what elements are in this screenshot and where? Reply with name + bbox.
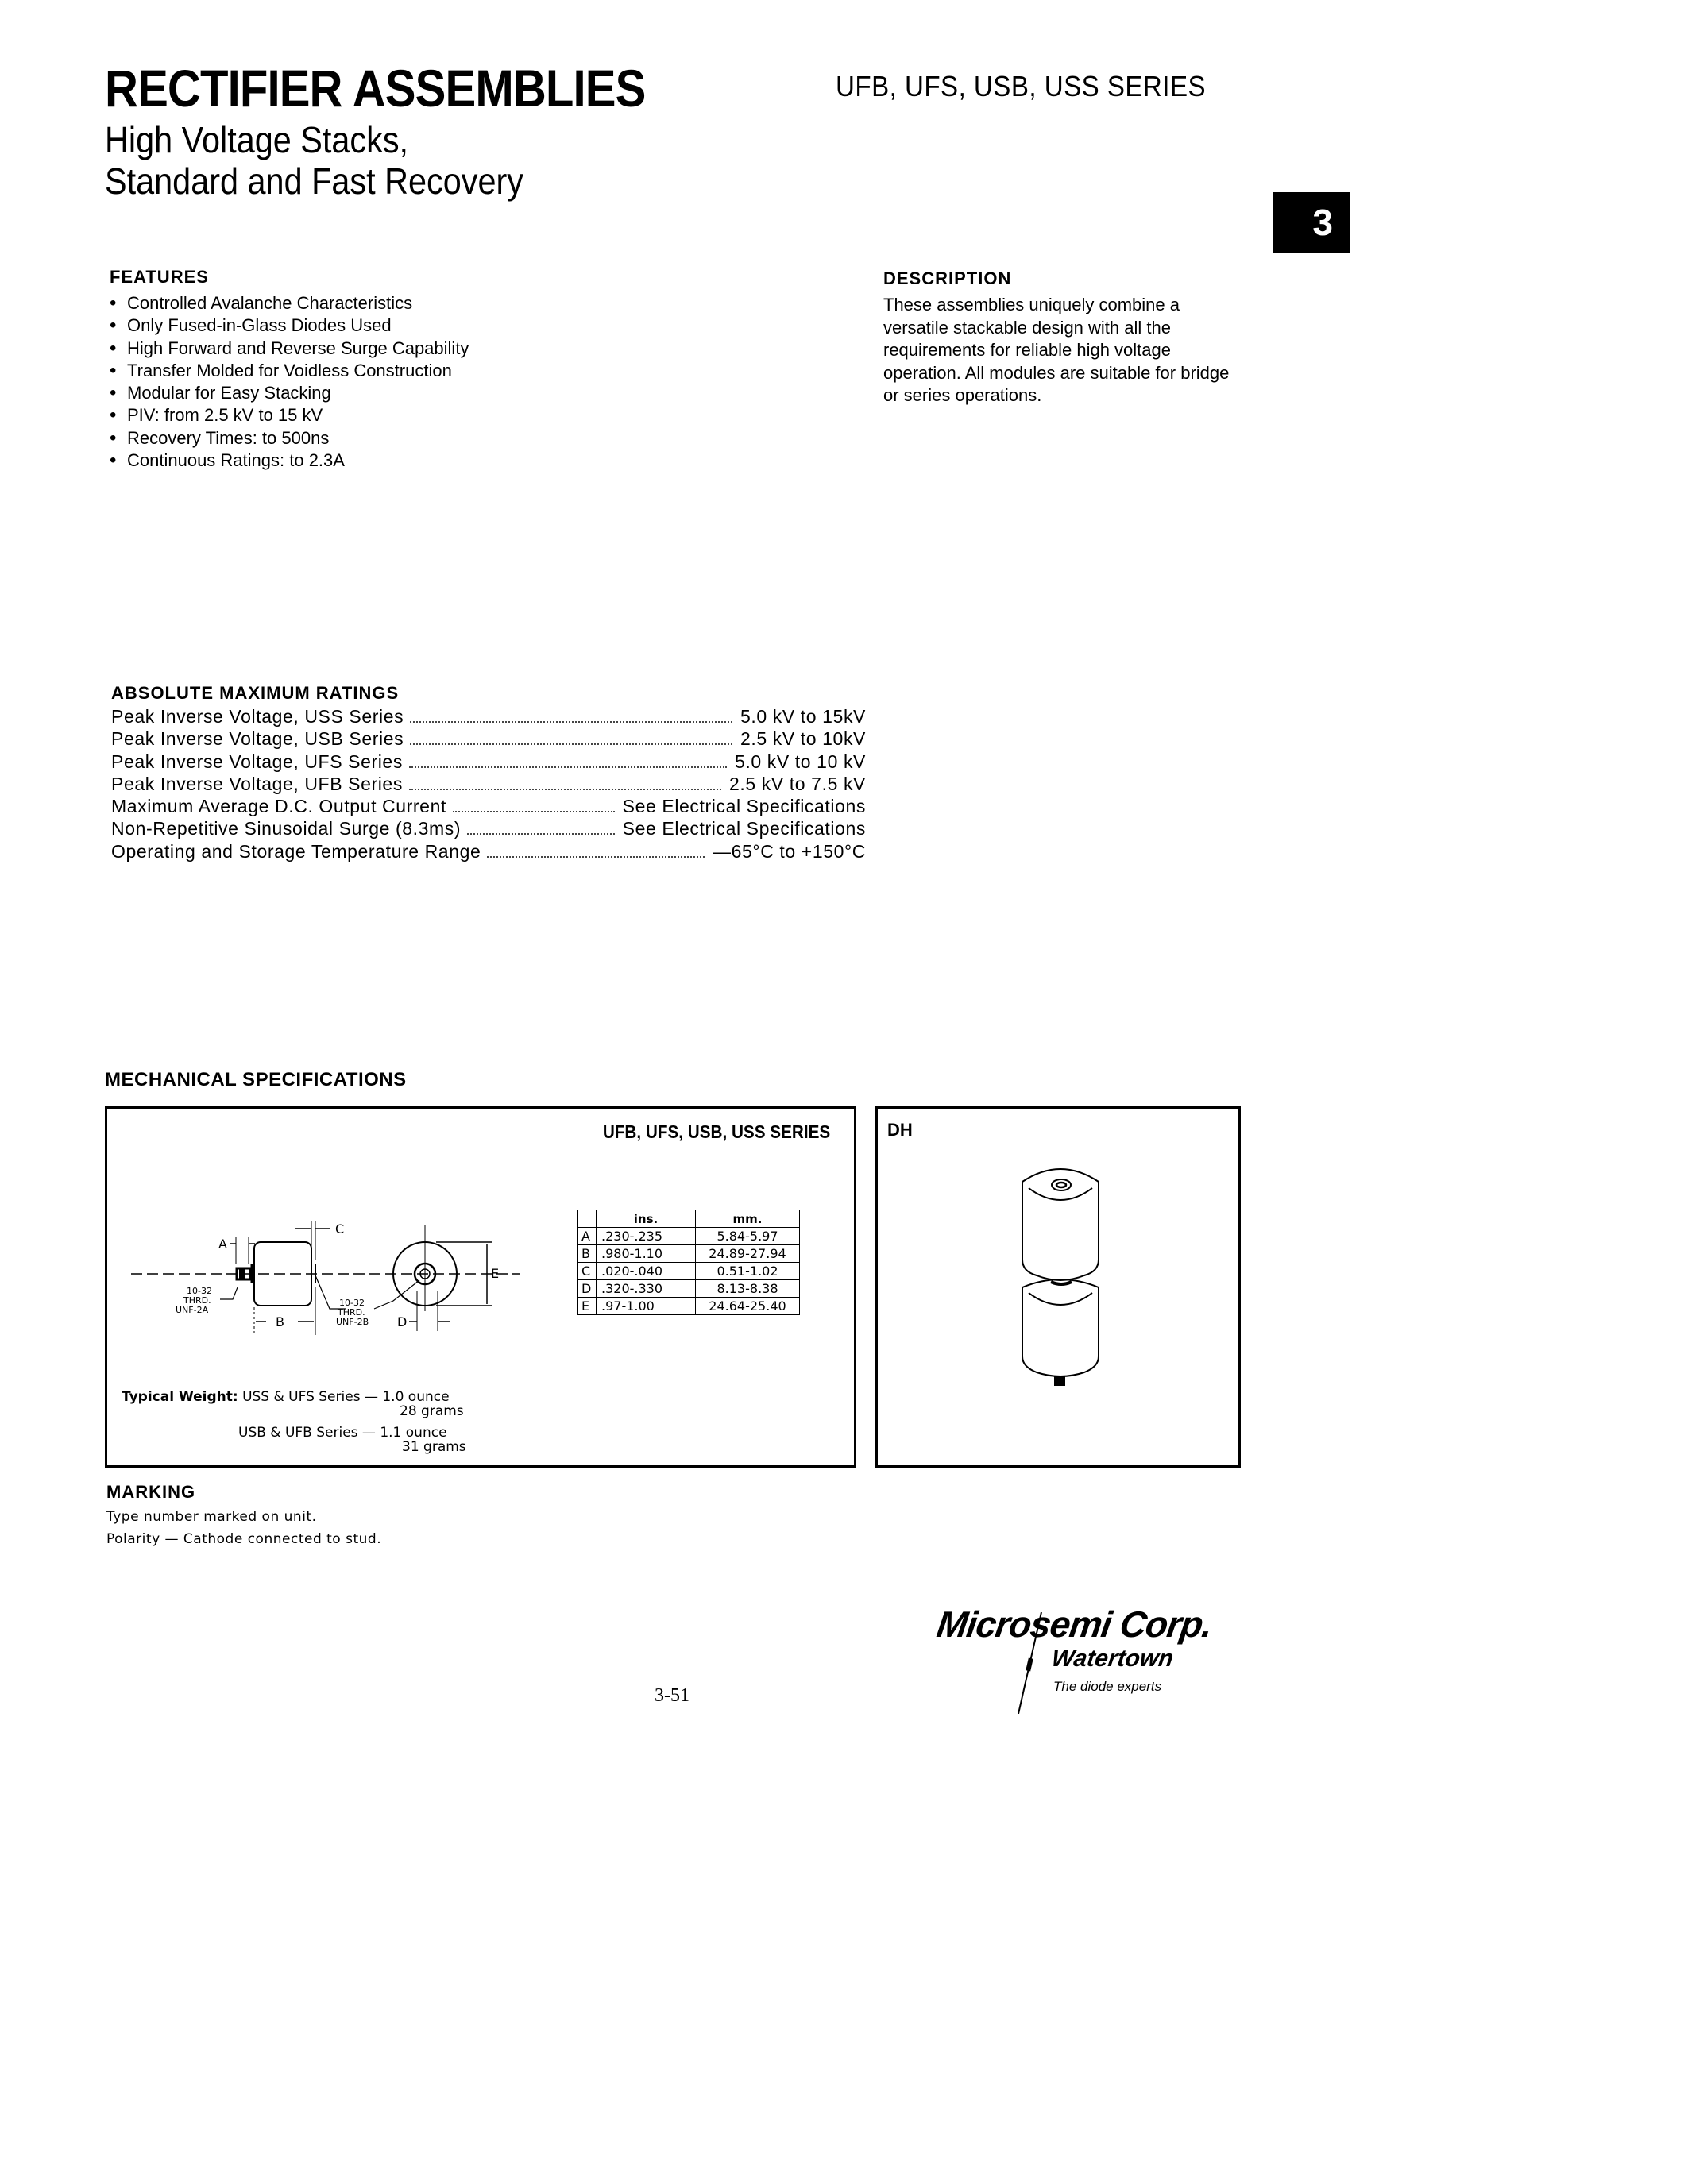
features-section: [110, 267, 666, 472]
rating-row: [111, 705, 866, 727]
mechanical-heading: MECHANICAL SPECIFICATIONS: [105, 1069, 407, 1090]
dim-mm: 0.51-1.02: [696, 1263, 800, 1280]
stud-thread-text: 10-32: [187, 1286, 212, 1296]
logo-city: Watertown: [1049, 1646, 1176, 1672]
leader-dots: [410, 743, 732, 745]
weight-line-1: [122, 1389, 450, 1405]
weight-grams-1: 28 grams: [400, 1403, 464, 1419]
marking-heading: MARKING: [106, 1482, 196, 1502]
dim-key: D: [578, 1280, 597, 1298]
dim-key: C: [578, 1263, 597, 1280]
feature-item: • Only Fused-in-Glass Diodes Used: [110, 314, 666, 337]
table-header: mm.: [696, 1210, 800, 1228]
table-row: [578, 1228, 800, 1245]
dim-label-b: B: [276, 1314, 284, 1329]
section-tab: [1273, 192, 1350, 253]
page-number: 3-51: [655, 1685, 689, 1706]
dim-mm: 24.89-27.94: [696, 1245, 800, 1263]
table-header: ins.: [597, 1210, 696, 1228]
hole-thread-text: UNF-2B: [336, 1317, 369, 1327]
dim-inches: .020-.040: [597, 1263, 696, 1280]
weight-grams-2: 31 grams: [402, 1439, 466, 1455]
weight-label: Typical Weight:: [122, 1389, 238, 1405]
subtitle-line-2: Standard and Fast Recovery: [105, 160, 523, 202]
dim-inches: .230-.235: [597, 1228, 696, 1245]
dim-label-a: A: [218, 1237, 227, 1252]
feature-item: • Recovery Times: to 500ns: [110, 427, 666, 450]
outline-drawing-icon: [107, 1188, 552, 1355]
rating-value: See Electrical Specifications: [622, 818, 866, 839]
rating-value: 5.0 kV to 15kV: [740, 706, 866, 727]
feature-item: • Controlled Avalanche Characteristics: [110, 292, 666, 314]
dim-label-d: D: [397, 1314, 408, 1329]
section-number: 3: [1312, 202, 1333, 243]
description-heading: DESCRIPTION: [883, 268, 1012, 288]
table-row: [578, 1280, 800, 1298]
rating-label: Peak Inverse Voltage, UFB Series: [111, 773, 403, 794]
rating-label: Operating and Storage Temperature Range: [111, 840, 481, 862]
rating-value: 5.0 kV to 10 kV: [735, 751, 866, 772]
features-heading: FEATURES: [110, 267, 209, 287]
dim-key: B: [578, 1245, 597, 1263]
marking-section: [106, 1482, 381, 1550]
marking-line-1: Type number marked on unit.: [106, 1509, 317, 1525]
rating-row: [111, 773, 866, 795]
stacked-rectifier-icon: [878, 1109, 1243, 1470]
table-header-row: [578, 1210, 800, 1228]
page-title: RECTIFIER ASSEMBLIES: [105, 59, 646, 118]
rating-row: [111, 795, 866, 817]
ratings-heading: ABSOLUTE MAXIMUM RATINGS: [111, 683, 400, 703]
rating-row: [111, 751, 866, 773]
dim-inches: .97-1.00: [597, 1298, 696, 1315]
dim-key: A: [578, 1228, 597, 1245]
dim-label-c: C: [335, 1221, 345, 1237]
hole-thread-text: THRD.: [338, 1307, 365, 1318]
leader-dots: [487, 856, 705, 858]
feature-item: • PIV: from 2.5 kV to 15 kV: [110, 404, 666, 426]
feature-item: • Modular for Easy Stacking: [110, 382, 666, 404]
page-subtitle: [105, 119, 523, 202]
leader-dots: [453, 811, 615, 812]
rating-label: Peak Inverse Voltage, UFS Series: [111, 751, 403, 772]
dim-inches: .320-.330: [597, 1280, 696, 1298]
leader-dots: [467, 833, 615, 835]
weight-line-2: USB & UFB Series — 1.1 ounce: [238, 1425, 447, 1441]
leader-dots: [409, 789, 721, 790]
package-label: DH: [887, 1120, 913, 1140]
dim-mm: 5.84-5.97: [696, 1228, 800, 1245]
logo-tagline: The diode experts: [1053, 1679, 1162, 1694]
stud-thread-text: UNF-2A: [176, 1305, 209, 1315]
rating-row: [111, 817, 866, 839]
dimension-table: [577, 1210, 800, 1315]
leader-dots: [409, 766, 727, 768]
dim-inches: .980-1.10: [597, 1245, 696, 1263]
hole-thread-text: 10-32: [339, 1298, 365, 1308]
table-row: [578, 1263, 800, 1280]
rating-value: 2.5 kV to 7.5 kV: [729, 773, 866, 794]
dim-key: E: [578, 1298, 597, 1315]
stud-thread-text: THRD.: [183, 1295, 211, 1306]
rating-label: Non-Repetitive Sinusoidal Surge (8.3ms): [111, 818, 462, 839]
leader-dots: [410, 721, 732, 723]
logo-brand: Microsemi Corp.: [934, 1603, 1215, 1645]
rating-row: [111, 727, 866, 750]
rating-value: 2.5 kV to 10kV: [740, 728, 866, 750]
dim-mm: 8.13-8.38: [696, 1280, 800, 1298]
company-logo: [934, 1603, 1271, 1698]
mechanical-drawing-box: [105, 1106, 856, 1468]
weight-value: USS & UFS Series — 1.0 ounce: [242, 1389, 450, 1405]
table-header: [578, 1210, 597, 1228]
box-series-title: UFB, UFS, USB, USS SERIES: [602, 1121, 830, 1142]
rating-label: Peak Inverse Voltage, USS Series: [111, 706, 404, 727]
dim-label-e: E: [491, 1266, 500, 1281]
description-text: These assemblies uniquely combine a versatile stackable design with all the requirements for reliable high voltage operation. All modules are suitable for bridge or series operations.: [883, 295, 1230, 405]
feature-item: • Continuous Ratings: to 2.3A: [110, 450, 666, 472]
package-illustration-box: [875, 1106, 1241, 1468]
rating-value: See Electrical Specifications: [622, 796, 866, 817]
table-row: [578, 1245, 800, 1263]
marking-line-2: Polarity — Cathode connected to stud.: [106, 1531, 382, 1547]
feature-item: • Transfer Molded for Voidless Construction: [110, 360, 666, 382]
table-row: [578, 1298, 800, 1315]
rating-row: [111, 840, 866, 862]
description-section: [883, 268, 1249, 407]
subtitle-line-1: High Voltage Stacks,: [105, 119, 409, 160]
dim-mm: 24.64-25.40: [696, 1298, 800, 1315]
rating-label: Maximum Average D.C. Output Current: [111, 796, 446, 817]
series-title: UFB, UFS, USB, USS SERIES: [836, 70, 1207, 102]
features-list: [110, 292, 666, 472]
feature-item: • High Forward and Reverse Surge Capability: [110, 338, 666, 360]
rating-label: Peak Inverse Voltage, USB Series: [111, 728, 404, 750]
ratings-section: [111, 683, 866, 862]
rating-value: —65°C to +150°C: [713, 840, 866, 862]
